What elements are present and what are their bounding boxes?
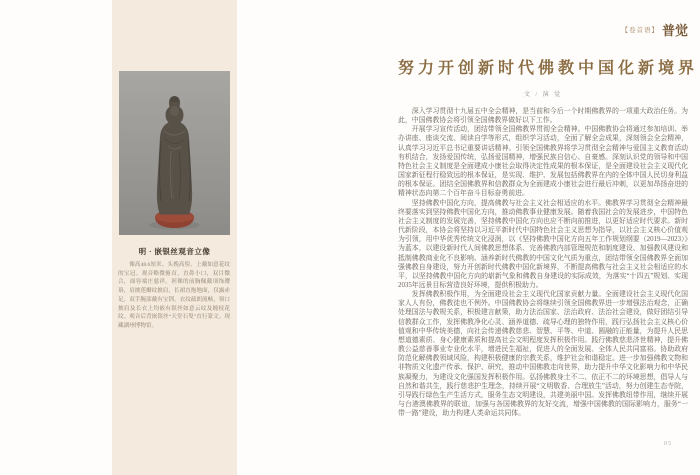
magazine-logo: 普觉 <box>661 24 688 39</box>
photo-description: 像高48.6厘米。头挽高髻，上戴如意花纹的宝冠。观音略微俯首，直鼻小口，双目微合，面容端庄慈祥。袒裸的前胸佩戴项饰璎珞，肩披莲瓣纹披肩，长裙直拖地面，仅露赤足，双手腕部戴有宝钏。衣纹疏朗流畅，领口披肩及长衣上均嵌有银丝如意云纹及缠枝花纹。观音后背嵌银丝“天堂石叟”直行篆文。现藏湖州博物馆。 <box>118 262 230 329</box>
article-paragraph: 发挥佛教积极作用，为全面建设社会主义现代化国家贡献力量。全面建设社会主义现代化国家人人有份，佛教徒也不例外。中国佛教协会将继续引领全国佛教界进一步增强法治观念，正确处理国法与教规关系，积极建言献策，助力法治国家、法治政府、法治社会建设，做好团结引导信教群众工作，发挥佛教净化心灵、涵养道德、疏导心理的独特作用，践行弘扬社会主义核心价值观和中华传统美德，向社会传递佛教慈悲、智慧、平等、中道、圆融的正能量，为提升人民思想道德素质、身心健康素质和提高社会文明程度发挥积极作用。践行佛教慈悲济世精神，提升佛教公益慈善事业专业化水平，增进民生福祉，促进人的全面发展、全体人民共同富裕。协助政府防范化解佛教领域风险，构建积极健康的宗教关系，维护社会和谐稳定。进一步加强佛教文物和非物质文化遗产传承、保护、研究，推动中国佛教走向世界，助力提升中华文化影响力和中华民族凝聚力，为建设文化强国发挥积极作用。弘扬佛教身土不二、依正不二的环境思想，倡导人与自然和谐共生，践行慈悲护生理念，持续开展“文明敬香、合理放生”活动，努力创建生态寺院，引导践行绿色生产生活方式，服务生态文明建设，共建美丽中国。发挥佛教纽带作用，继续开展与台港澳佛教界的联谊，加强与各国佛教界的友好交流，增强中国佛教的国际影响力，服务“一带一路”建设，助力构建人类命运共同体。 <box>398 291 688 418</box>
article-body <box>398 107 688 418</box>
right-page <box>398 0 699 475</box>
article-paragraph: 坚持佛教中国化方向，提高佛教与社会主义社会相适应的水平。佛教界学习贯彻全会精神最终要落实到坚持佛教中国化方向，推动佛教事业健康发展。随着我国社会的发展进步，中国特色社会主义制度的发展完善，坚持佛教中国化方向也应不断向前推进，以更好适应时代要求。新时代新阶段，本协会将坚持以习近平新时代中国特色社会主义思想为指导，以社会主义核心价值观为引领，用中华优秀传统文化浸润，以《坚持佛教中国化方向五年工作规划纲要（2019—2023）》为蓝本，以建设新时代人间佛教思想体系、完善佛教内部管理规范和制度建设、加强教风建设和抵制佛教商业化不良影响、涵养新时代佛教的中国文化气质为重点，团结带领全国佛教界全面加强佛教自身建设，努力开创新时代佛教中国化新境界，不断提高佛教与社会主义社会相适应的水平，以坚持佛教中国化方向的崭新气象和佛教自身建设的实际成效，为落实“十四五”规划、实现2035年远景目标营造良好环境，提供积极助力。 <box>398 199 688 289</box>
page-number: 05 <box>664 441 672 447</box>
article-byline: 文 / 演 觉 <box>523 92 563 98</box>
article-paragraph: 深入学习贯彻十九届五中全会精神，是当前和今后一个时期佛教界的一项重大政治任务。为此，中国佛教协会将引领全国佛教界做好以下工作。 <box>398 108 688 125</box>
left-page <box>112 0 237 475</box>
photo-caption-title: 明 · 嵌银丝观音立像 <box>138 247 211 256</box>
guanyin-statue-photo-icon <box>119 71 230 235</box>
article-title: 努力开创新时代佛教中国化新境界 <box>398 60 699 77</box>
article-paragraph: 开展学习宣传活动，团结带领全国佛教界贯彻全会精神。中国佛教协会将通过参加培训、举办讲座、座谈交流、阅读自学等形式，组织学习活动，全面了解全会成果，深刻领会全会精神，认真学习习近平总书记重要讲话精神。引领全国佛教界将学习贯彻全会精神与爱国主义教育活动有机结合，发扬爱国传统，弘扬爱国精神，增强民族自信心、自豪感。深刻认识党的领导和中国特色社会主义制度是全面建成小康社会取得决定性成果的根本保证，是全面建设社会主义现代化国家新征程行稳致远的根本保证，是实现、维护、发展包括佛教界在内的全体中国人民切身利益的根本保证。团结全国佛教界和信教群众为全面建成小康社会进行最后冲刺，以更加昂扬奋进的精神状态向第二个百年奋斗目标奋勇前进。 <box>398 126 688 198</box>
header-badge-row <box>621 20 688 39</box>
statue-photo <box>119 71 230 235</box>
section-badge: 【卷首语】 <box>621 27 659 34</box>
